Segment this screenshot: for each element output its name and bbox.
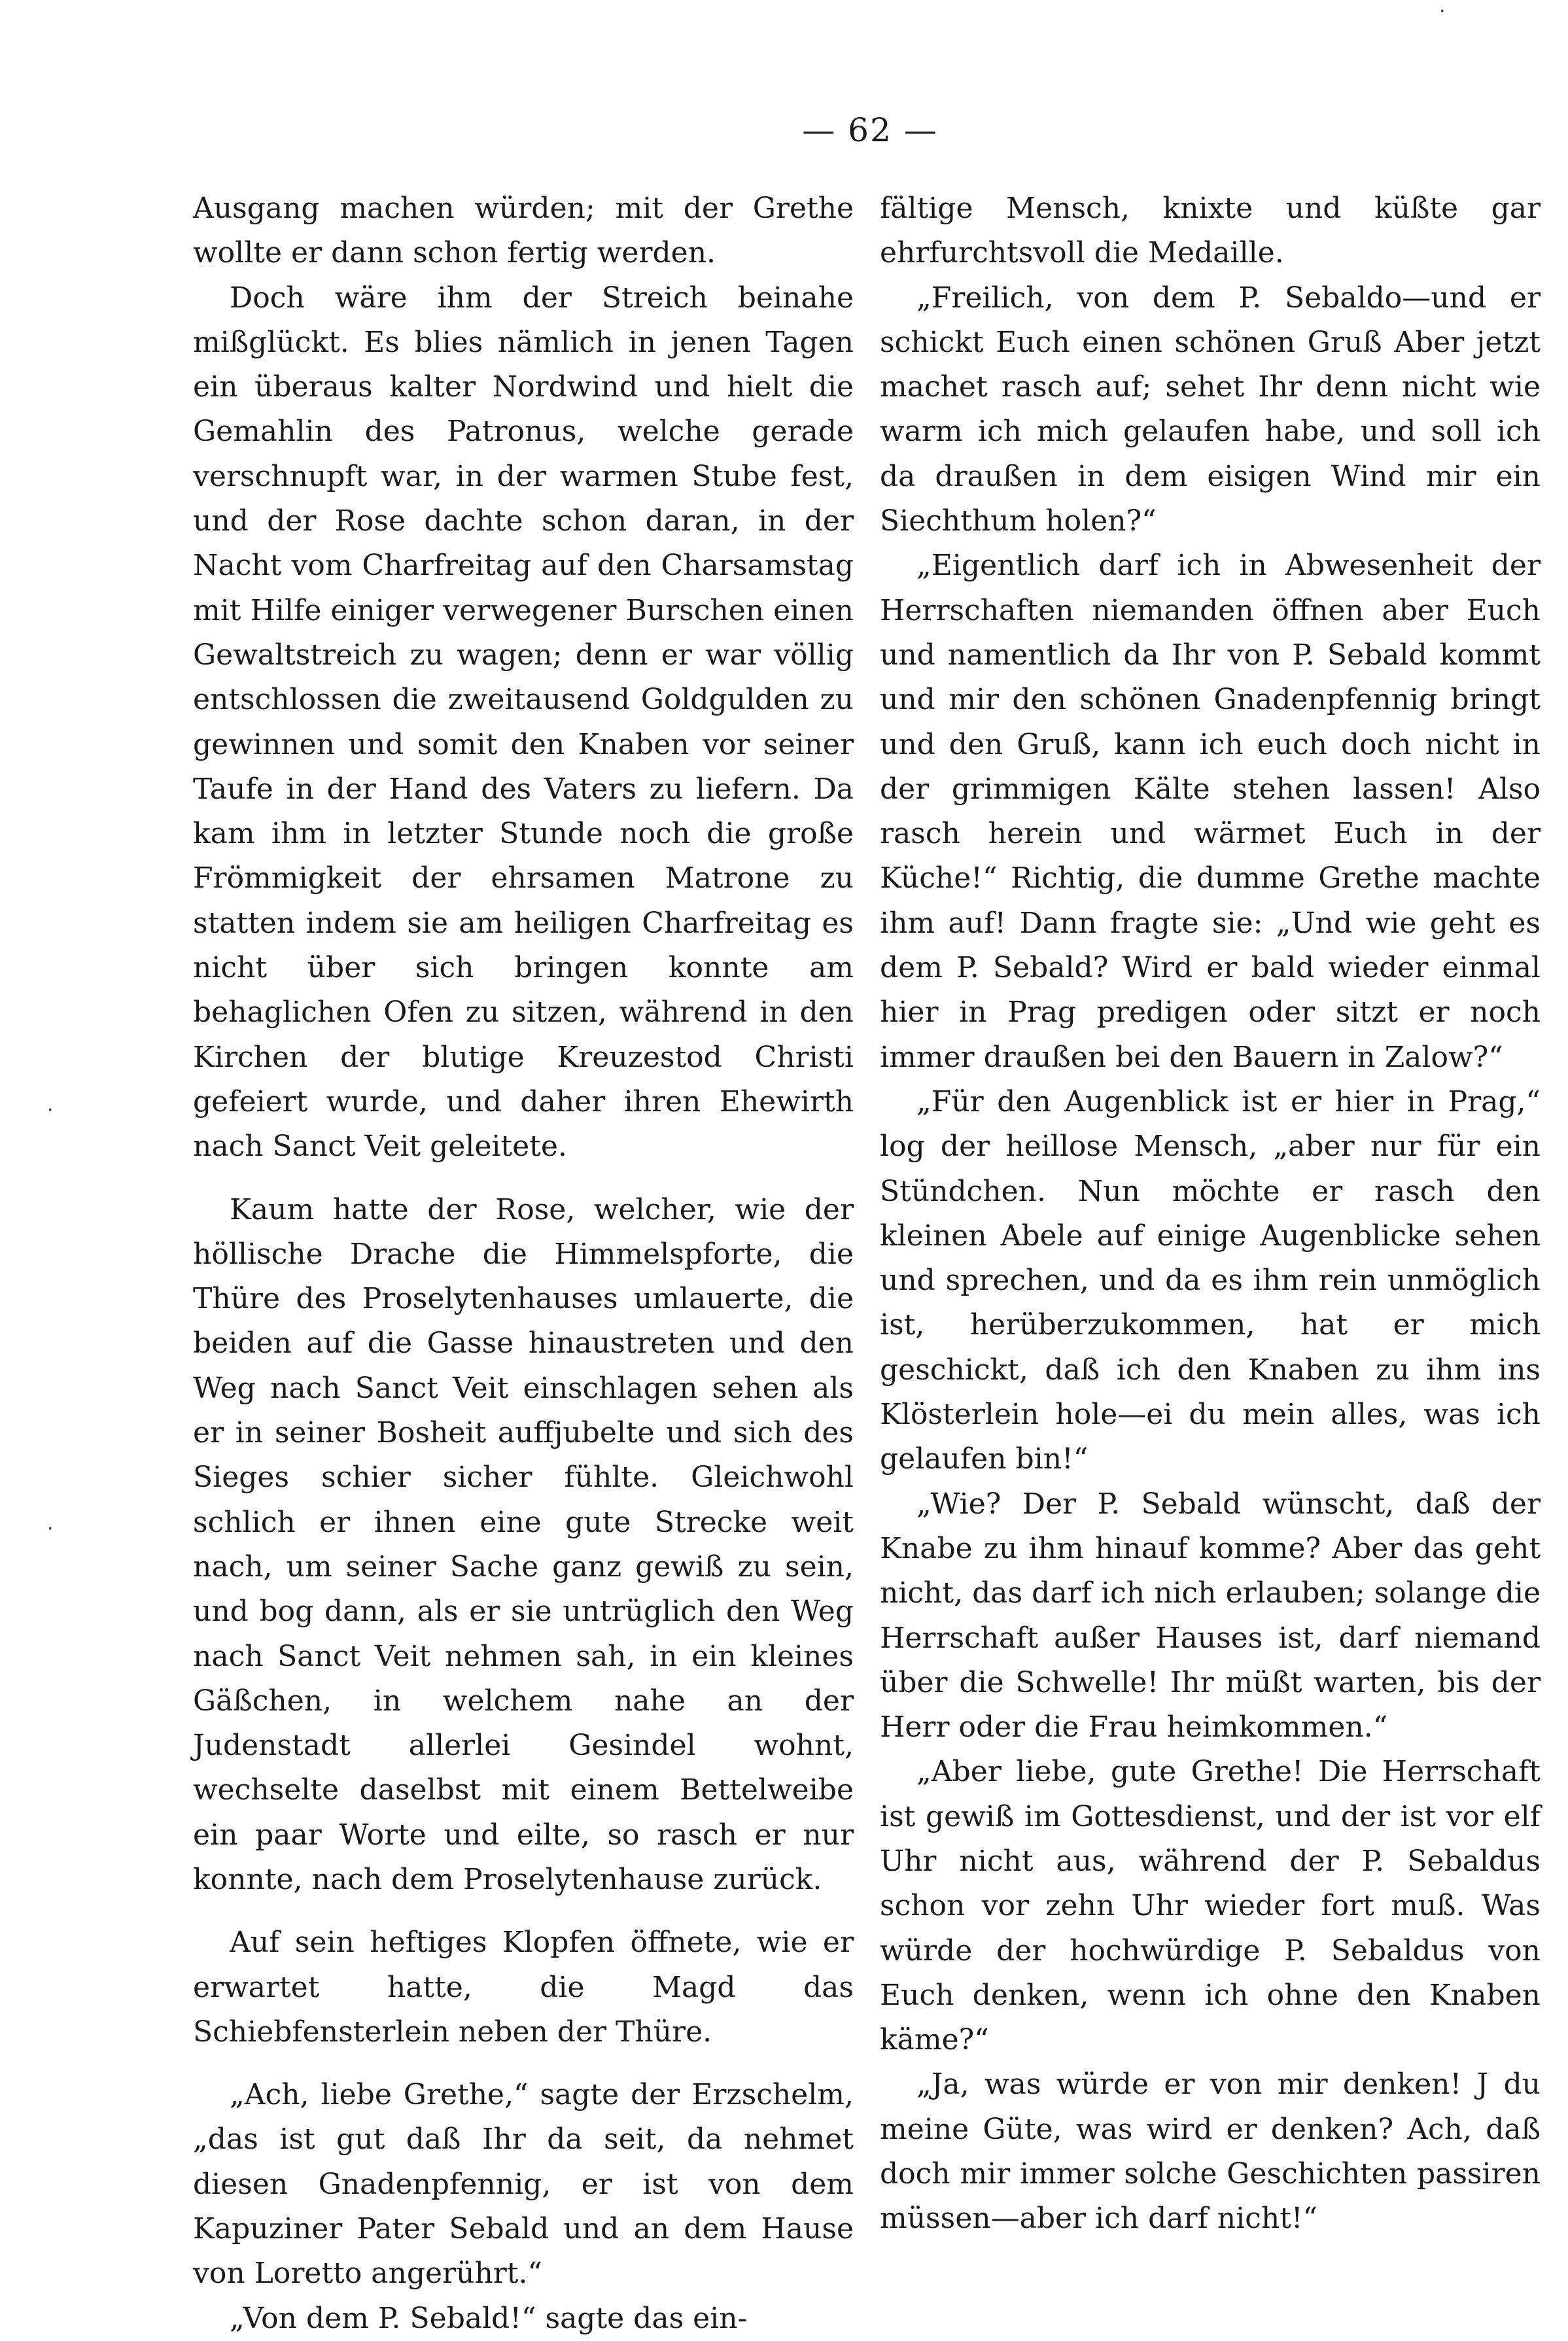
right-column: [880, 186, 1541, 2242]
paragraph: „Freilich, von dem P. Sebaldo—und er schickt Euch einen schönen Gruß Aber jetzt machet rasch auf; sehet Ihr denn nicht wie warm ich mich gelaufen habe, und soll ich da draußen in dem eisigen Wind mir ein Siechthum holen?“: [880, 281, 1541, 538]
margin-speck: ·: [1439, 0, 1446, 23]
paragraph: „Für den Augenblick ist er hier in Prag,“ log der heillose Mensch, „aber nur für ein Stündchen. Nun möchte er rasch den kleinen Abele auf einige Augenblicke sehen und sprechen, und da es ihm rein unmöglich ist, herüberzukommen, hat er mich geschickt, daß ich den Knaben zu ihm ins Klösterlein hole—ei du mein alles, was ich gelaufen bin!“: [880, 1084, 1541, 1476]
paragraph: „Wie? Der P. Sebald wünscht, daß der Knabe zu ihm hinauf komme? Aber das geht nicht, das darf ich nich erlauben; solange die Herrschaft außer Hauses ist, darf niemand über die Schwelle! Ihr müßt warten, bis der Herr oder die Frau heimkommen.“: [880, 1487, 1541, 1744]
page-number: — 62 —: [802, 111, 938, 149]
paragraph: „Ja, was würde er von mir denken! J du meine Güte, was wird er denken? Ach, daß doch mir immer solche Geschichten passiren müssen—aber ich darf nicht!“: [880, 2068, 1541, 2236]
paragraph: „Ach, liebe Grethe,“ sagte der Erzschelm, „das ist gut daß Ihr da seit, da nehmet diesen Gnadenpfennig, er ist von dem Kapuziner Pater Sebald und an dem Hause von Loretto angerührt.“: [193, 2078, 854, 2291]
paragraph: Doch wäre ihm der Streich beinahe mißglückt. Es blies nämlich in jenen Tagen ein überaus kalter Nordwind und hielt die Gemahlin des Patronus, welche gerade verschnupft war, in der warmen Stube fest, und der Rose dachte schon daran, in der Nacht vom Charfreitag auf den Charsamstag mit Hilfe einiger verwegener Burschen einen Gewaltstreich zu wagen; denn er war völlig entschlossen die zweitausend Goldgulden zu gewinnen und somit den Knaben vor seiner Taufe in der Hand des Vaters zu liefern. Da kam ihm in letzter Stunde noch die große Frömmigkeit der ehrsamen Matrone zu statten indem sie am heiligen Charfreitag es nicht über sich bringen konnte am behaglichen Ofen zu sitzen, während in den Kirchen der blutige Kreuzestod Christi gefeiert wurde, und daher ihren Ehewirth nach Sanct Veit geleitete.: [193, 281, 854, 1164]
margin-speck: ·: [47, 1517, 54, 1540]
paragraph: Ausgang machen würden; mit der Grethe wollte er dann schon fertig werden.: [193, 192, 854, 270]
paragraph: Auf sein heftiges Klopfen öffnete, wie er erwartet hatte, die Magd das Schiebfensterlein neben der Thüre.: [193, 1926, 854, 2049]
paragraph: „Eigentlich darf ich in Abwesenheit der Herrschaften niemanden öffnen aber Euch und namentlich da Ihr von P. Sebald kommt und mir den schönen Gnadenpfennig bringt und den Gruß, kann ich euch doch nicht in der grimmigen Kälte stehen lassen! Also rasch herein und wärmet Euch in der Küche!“ Richtig, die dumme Grethe machte ihm auf! Dann fragte sie: „Und wie geht es dem P. Sebald? Wird er bald wieder einmal hier in Prag predigen oder sitzt er noch immer draußen bei den Bauern in Zalow?“: [880, 549, 1541, 1074]
paragraph: fältige Mensch, knixte und küßte gar ehrfurchtsvoll die Medaille.: [880, 192, 1541, 270]
paragraph: Kaum hatte der Rose, welcher, wie der höllische Drache die Himmelspforte, die Thüre des Proselytenhauses umlauerte, die beiden auf die Gasse hinaustreten und den Weg nach Sanct Veit einschlagen sehen als er in seiner Bosheit auffjubelte und sich des Sieges schier sicher fühlte. Gleichwohl schlich er ihnen eine gute Strecke weit nach, um seiner Sache ganz gewiß zu sein, und bog dann, als er sie untrüglich den Weg nach Sanct Veit nehmen sah, in ein kleines Gäßchen, in welchem nahe an der Judenstadt allerlei Gesindel wohnt, wechselte daselbst mit einem Bettelweibe ein paar Worte und eilte, so rasch er nur konnte, nach dem Proselytenhause zurück.: [193, 1192, 854, 1896]
paragraph: „Von dem P. Sebald!“ sagte das ein-: [230, 2301, 748, 2335]
paragraph: „Aber liebe, gute Grethe! Die Herrschaft ist gewiß im Gottesdienst, und der ist vor elf Uhr nicht aus, während der P. Sebaldus schon vor zehn Uhr wieder fort muß. Was würde der hochwürdige P. Sebaldus von Euch denken, wenn ich ohne den Knaben käme?“: [880, 1755, 1541, 2057]
margin-speck: ·: [47, 1099, 54, 1122]
left-column: [193, 186, 854, 2341]
